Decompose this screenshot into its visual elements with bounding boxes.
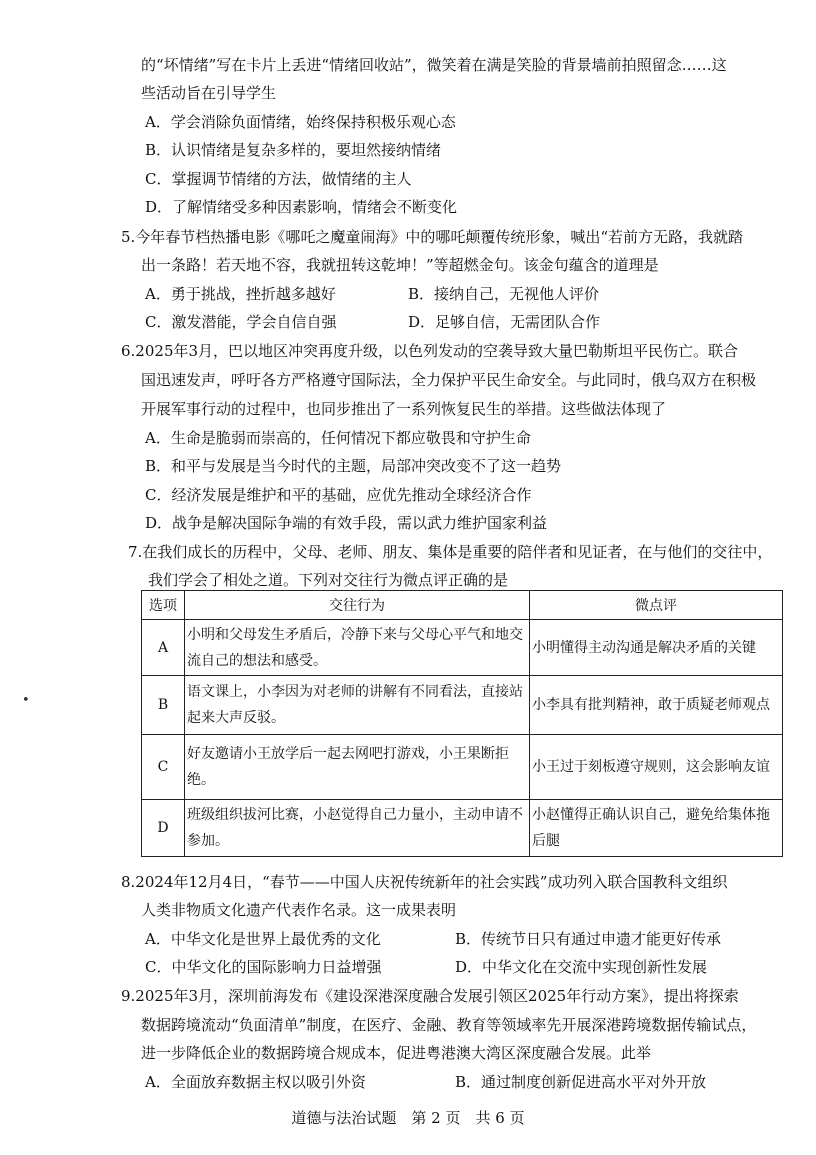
- q9-stem-line3: 进一步降低企业的数据跨境合规成本，促进粤港澳大湾区深度融合发展。此举: [141, 1044, 652, 1062]
- q5-option-c: C．激发潜能，学会自信自强: [145, 313, 337, 331]
- header-action: 交往行为: [185, 591, 530, 620]
- q9-stem-line2: 数据跨境流动“负面清单”制度，在医疗、金融、教育等领域率先开展深港跨境数据传输试点，: [141, 1016, 757, 1034]
- q5-option-a: A．勇于挑战，挫折越多越好: [145, 285, 336, 303]
- q6-option-b: B．和平与发展是当今时代的主题，局部冲突改变不了这一趋势: [145, 457, 562, 475]
- q8-stem-line2: 人类非物质文化遗产代表作名录。这一成果表明: [141, 901, 457, 919]
- page-footer: 道德与法治试题 第 2 页 共 6 页: [291, 1109, 525, 1127]
- q6-stem-line2: 国迅速发声，呼吁各方严格遵守国际法，全力保护平民生命安全。与此同时，俄乌双方在积极: [141, 371, 757, 389]
- header-comment: 微点评: [530, 591, 783, 620]
- q8-option-a: A．中华文化是世界上最优秀的文化: [145, 930, 381, 948]
- q4-stem-line2: 些活动旨在引导学生: [141, 84, 277, 102]
- row-action: 好友邀请小王放学后一起去网吧打游戏，小王果断拒绝。: [185, 735, 530, 800]
- row-option: B: [142, 676, 185, 735]
- q6-option-c: C．经济发展是维护和平的基础，应优先推动全球经济合作: [145, 486, 532, 504]
- q6-option-d: D．战争是解决国际争端的有效手段，需以武力维护国家利益: [145, 514, 548, 532]
- q6-option-a: A．生命是脆弱而崇高的，任何情况下都应敬畏和守护生命: [145, 429, 531, 447]
- q5-stem-line2: 出一条路！若天地不容，我就扭转这乾坤！”等超燃金句。该金句蕴含的道理是: [141, 256, 659, 274]
- header-option: 选项: [142, 591, 185, 620]
- row-option: D: [142, 800, 185, 857]
- q5-stem-line1: 5.今年春节档热播电影《哪吒之魔童闹海》中的哪吒颠覆传统形象，喊出“若前方无路，我就踏: [121, 228, 743, 246]
- q9-option-b: B．通过制度创新促进高水平对外开放: [455, 1073, 707, 1091]
- row-option: A: [142, 620, 185, 676]
- q6-stem-line1: 6.2025年3月，巴以地区冲突再度升级，以色列发动的空袭导致大量巴勒斯坦平民伤亡。联合: [121, 342, 739, 360]
- q8-stem-line1: 8.2024年12月4日，“春节——中国人庆祝传统新年的社会实践”成功列入联合国教科文组织: [121, 873, 728, 891]
- q9-option-a: A．全面放弃数据主权以吸引外资: [145, 1073, 366, 1091]
- q5-option-b: B．接纳自己，无视他人评价: [408, 285, 600, 303]
- table-row: [142, 676, 783, 735]
- q8-option-c: C．中华文化的国际影响力日益增强: [145, 958, 382, 976]
- q9-stem-line1: 9.2025年3月，深圳前海发布《建设深港深度融合发展引领区2025年行动方案》，提出将探索: [121, 987, 739, 1005]
- q4-option-c: C．掌握调节情绪的方法，做情绪的主人: [145, 170, 412, 188]
- q4-option-d: D．了解情绪受多种因素影响，情绪会不断变化: [145, 198, 458, 216]
- q4-option-a: A．学会消除负面情绪，始终保持积极乐观心态: [145, 113, 456, 131]
- row-comment: 小王过于刻板遵守规则，这会影响友谊: [530, 735, 783, 800]
- row-comment: 小明懂得主动沟通是解决矛盾的关键: [530, 620, 783, 676]
- table-header-row: [142, 591, 783, 620]
- q4-option-b: B．认识情绪是复杂多样的，要坦然接纳情绪: [145, 141, 442, 159]
- table-row: [142, 620, 783, 676]
- q7-stem-line2: 我们学会了相处之道。下列对交往行为微点评正确的是: [148, 571, 509, 589]
- q8-option-b: B．传统节日只有通过申遗才能更好传承: [455, 930, 722, 948]
- q7-table: [141, 590, 783, 857]
- row-action: 小明和父母发生矛盾后，冷静下来与父母心平气和地交流自己的想法和感受。: [185, 620, 530, 676]
- row-action: 班级组织拔河比赛，小赵觉得自己力量小，主动申请不参加。: [185, 800, 530, 857]
- q6-stem-line3: 开展军事行动的过程中，也同步推出了一系列恢复民生的举措。这些做法体现了: [141, 400, 667, 418]
- q4-stem-line1: 的“坏情绪”写在卡片上丢进“情绪回收站”，微笑着在满是笑脸的背景墙前拍照留念……这: [141, 56, 727, 74]
- scan-mark-icon: •: [22, 693, 30, 708]
- q7-stem-line1: 7.在我们成长的历程中，父母、老师、朋友、集体是重要的陪伴者和见证者，在与他们的交往中，: [128, 543, 773, 561]
- q8-option-d: D．中华文化在交流中实现创新性发展: [455, 958, 708, 976]
- row-comment: 小李具有批判精神，敢于质疑老师观点: [530, 676, 783, 735]
- row-comment: 小赵懂得正确认识自己，避免给集体拖后腿: [530, 800, 783, 857]
- row-option: C: [142, 735, 185, 800]
- row-action: 语文课上，小李因为对老师的讲解有不同看法，直接站起来大声反驳。: [185, 676, 530, 735]
- table-row: [142, 800, 783, 857]
- table-row: [142, 735, 783, 800]
- q5-option-d: D．足够自信，无需团队合作: [408, 313, 601, 331]
